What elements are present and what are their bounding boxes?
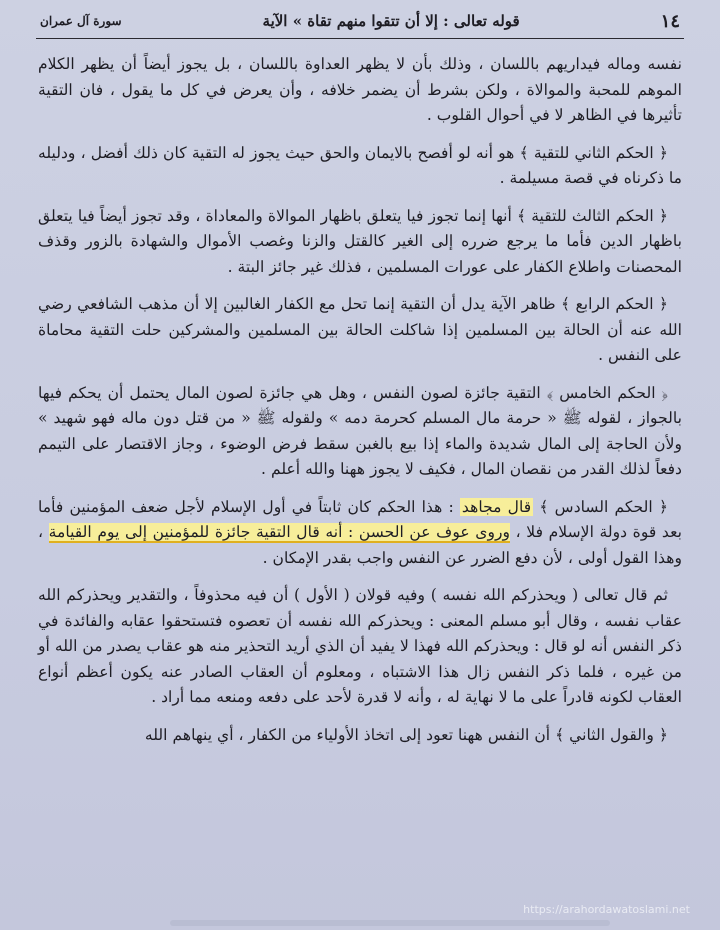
page-number: ١٤ — [660, 10, 680, 32]
paragraph-6-intro: ﴿ الحكم السادس ﴾ — [533, 497, 668, 516]
highlight-mujahid: قال مجاهد — [461, 497, 532, 516]
paragraph-3: ﴿ الحكم الثالث للتقية ﴾ أنها إنما تجوز فيا يتعلق باظهار الموالاة والمعاداة ، وقد تجوز أيضاً فيا يتعلق باظهار الدين فأما ما يرجع ضرره إلى الغير كالقتل والزنا وغصب الأموال والشهادة بالزور وقذف المحصنات واطلاع الكفار على عورات المسلمين ، فذلك غير جائز البتة . — [38, 206, 682, 276]
highlight-hasan-quote: وروى عوف عن الحسن : أنه قال التقية جائزة للمؤمنين إلى يوم القيامة — [48, 523, 511, 541]
paragraph-6-end: ، وهذا القول أولى ، لأن دفع الضرر عن النفس واجب بقدر الإمكان . — [38, 523, 682, 567]
paragraph-1: نفسه وماله فيداريهم باللسان ، وذلك بأن لا يظهر العداوة باللسان ، بل يجوز أيضاً أن يظهر الكلام الموهم للمحبة والموالاة ، ولكن بشرط أن يضمر خلافه ، وأن يعرض في كل ما يقول ، فان التقية تأثيرها في الظاهر لا في أحوال القلوب . — [38, 55, 682, 124]
paragraph-6 — [38, 495, 682, 572]
running-title: قوله تعالى : إلا أن تتقوا منهم تقاة » الآية — [262, 12, 520, 30]
header-rule — [36, 38, 684, 39]
blurred-footer — [170, 920, 610, 926]
paragraph-2: ﴿ الحكم الثاني للتقية ﴾ هو أنه لو أفصح بالايمان والحق حيث يجوز له التقية كان ذلك أفضل ، ودليله ما ذكرناه في قصة مسيلمة . — [38, 143, 682, 187]
page-body — [38, 52, 682, 760]
watermark-url: https://arahordawatoslami.net — [523, 903, 690, 916]
page-header — [40, 6, 680, 36]
paragraph-7: ثم قال تعالى ( ويحذركم الله نفسه ) وفيه قولان ( الأول ) أن فيه محذوفاً ، والتقدير ويحذركم الله عقاب نفسه ، وقال أبو مسلم المعنى : ويحذركم الله نفسه أن تعصوه فتستحقوا عقابه والفائدة في ذكر النفس أنه لو قال : ويحذركم الله فهذا لا يفيد أن الذي أريد التحذير منه هو عقاب يصدر من الله أو من غيره ، فلما ذكر النفس زال هذا الاشتباه ، ومعلوم أن العقاب الصادر عنه يكون أعظم أنواع العقاب لكونه قادراً على ما لا نهاية له ، وأنه لا قدرة لأحد على دفعه ومنعه مما أراد . — [38, 586, 682, 706]
surah-name: سورة آل عمران — [40, 14, 122, 28]
paragraph-8: ﴿ والقول الثاني ﴾ أن النفس ههنا تعود إلى اتخاذ الأولياء من الكفار ، أي ينهاهم الله — [144, 725, 668, 744]
paragraph-6-middle: : هذا الحكم كان ثابتاً في أول الإسلام لأجل ضعف المؤمنين فأما بعد قوة دولة الإسلام فلا ، — [38, 497, 682, 541]
paragraph-4: ﴿ الحكم الرابع ﴾ ظاهر الآية يدل أن التقية إنما تحل مع الكفار الغالبين إلا أن مذهب الشافعي رضي الله عنه أن الحالة بين المسلمين إذا شاكلت الحالة بين المسلمين والمشركين حلت التقية محاماة على النفس . — [38, 295, 682, 364]
paragraph-5: ﴿ الحكم الخامس ﴾ التقية جائزة لصون النفس ، وهل هي جائزة لصون المال يحتمل أن يحكم فيها بالجواز ، لقوله ﷺ « حرمة مال المسلم كحرمة دمه » ولقوله ﷺ « من قتل دون ماله فهو شهيد » ولأن الحاجة إلى المال شديدة والماء إذا بيع بالغبن سقط فرض الوضوء ، وجاز الاقتصار على التيمم دفعاً لذلك القدر من نقصان المال ، فكيف لا يجوز ههنا والله أعلم . — [38, 383, 682, 478]
